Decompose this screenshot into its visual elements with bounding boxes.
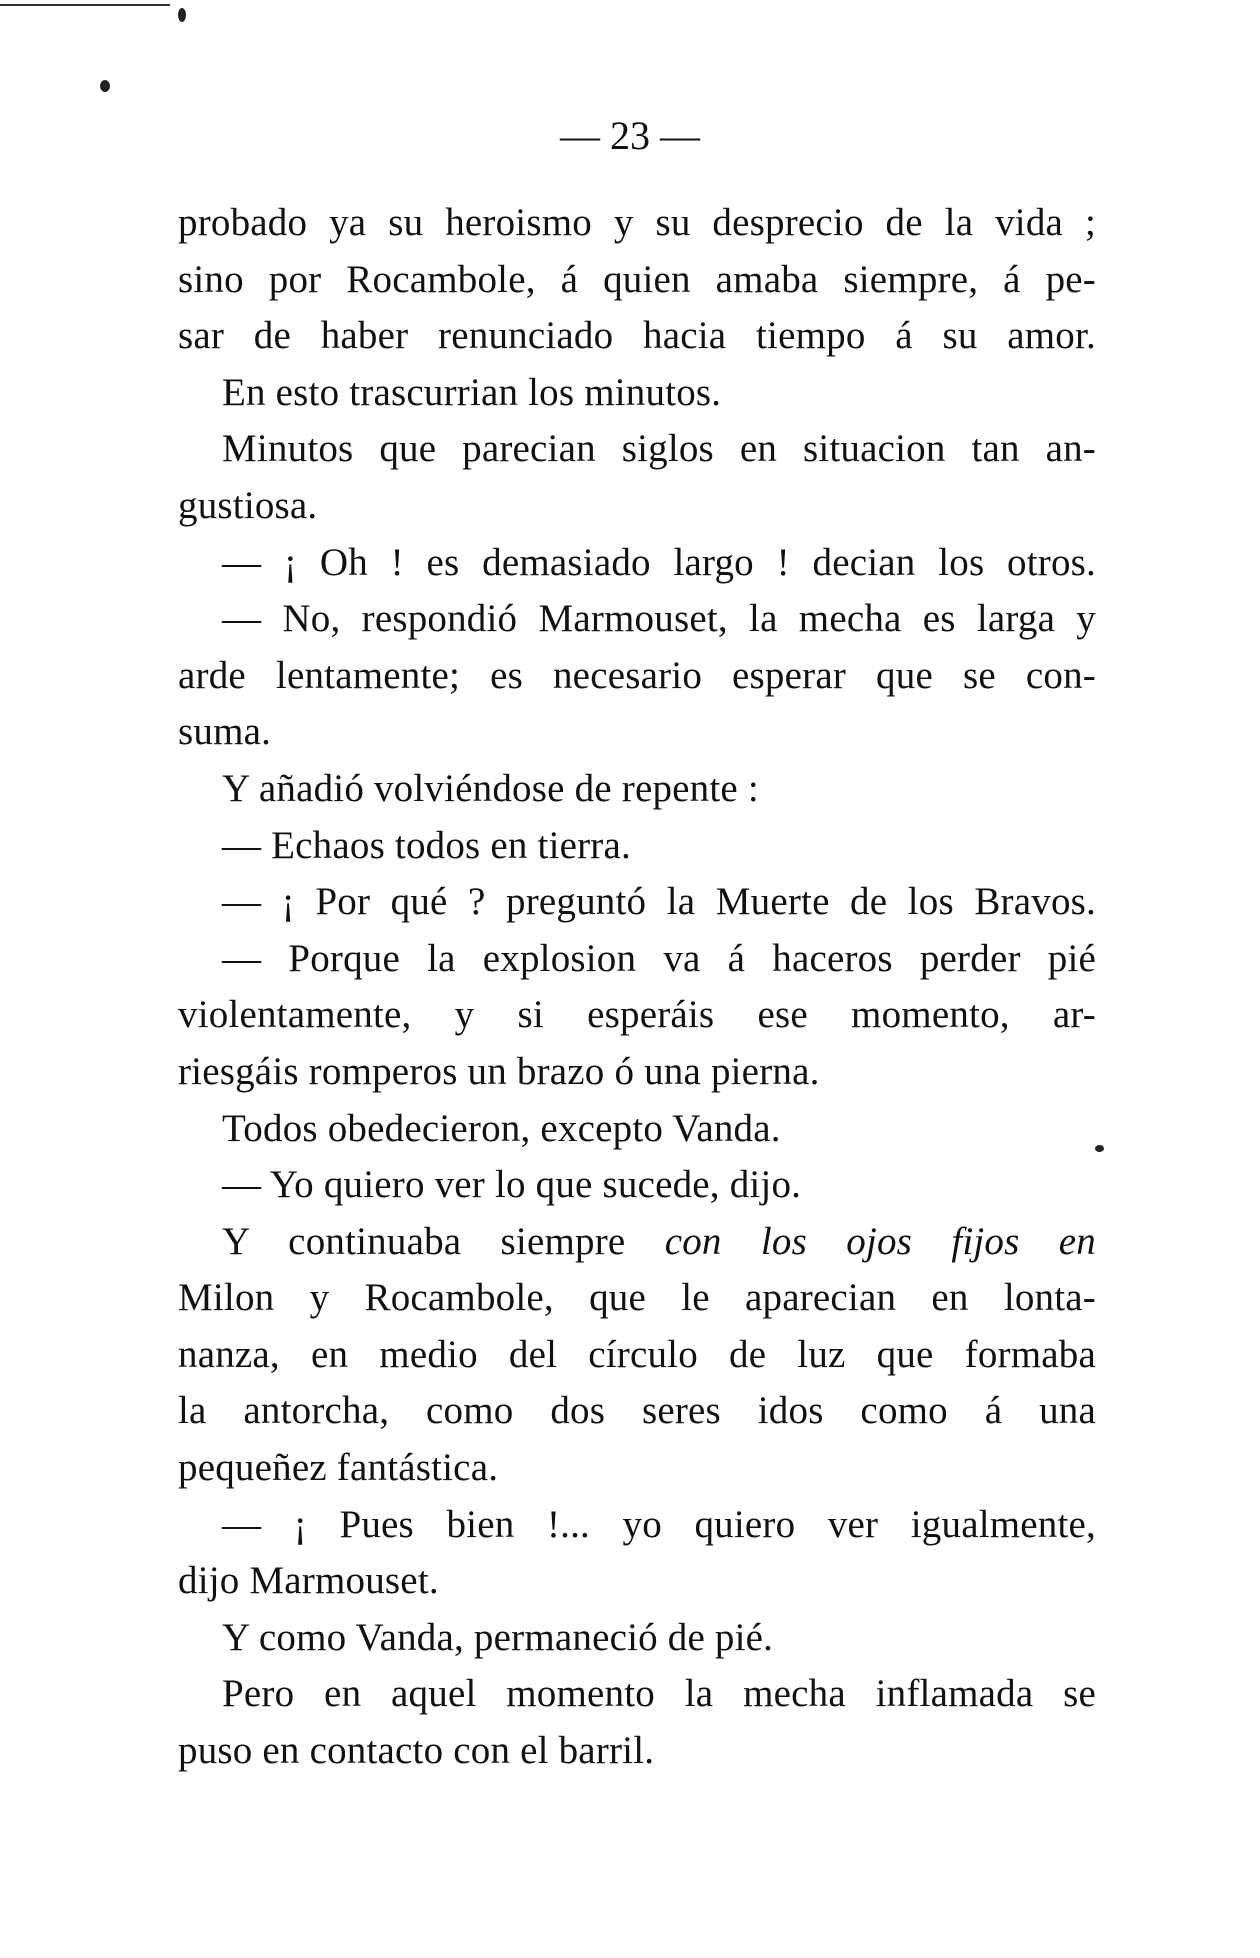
text-line: arde lentamente; es necesario esperar que se con- bbox=[178, 653, 1096, 697]
text-line: — ¡ Oh ! es demasiado largo ! decian los otros. bbox=[222, 540, 1096, 584]
text-line: Todos obedecieron, excepto Vanda. bbox=[222, 1106, 781, 1150]
text-line: Minutos que parecian siglos en situacion tan an- bbox=[222, 427, 1096, 471]
body-text bbox=[178, 195, 1096, 1780]
ink-speck bbox=[1095, 1145, 1104, 1152]
text-line: En esto trascurrian los minutos. bbox=[222, 370, 722, 414]
text-line: — Yo quiero ver lo que sucede, dijo. bbox=[222, 1163, 802, 1207]
ink-speck bbox=[178, 8, 186, 22]
text-line-italic: con los ojos fijos en bbox=[664, 1219, 1096, 1263]
text-line-roman: Y continuaba siempre bbox=[222, 1219, 665, 1263]
text-line: dijo Marmouset. bbox=[178, 1559, 439, 1603]
scan-edge-rule bbox=[0, 4, 170, 6]
text-line: sino por Rocambole, á quien amaba siempre, á pe- bbox=[178, 257, 1096, 301]
text-line: — Porque la explosion va á haceros perder pié bbox=[222, 936, 1096, 980]
text-line: nanza, en medio del círculo de luz que formaba bbox=[178, 1332, 1096, 1376]
text-line: gustiosa. bbox=[178, 483, 318, 527]
text-line: pequeñez fantástica. bbox=[178, 1446, 499, 1490]
text-line: riesgáis romperos un brazo ó una pierna. bbox=[178, 1049, 820, 1093]
ink-speck bbox=[100, 80, 110, 92]
text-line: puso en contacto con el barril. bbox=[178, 1729, 655, 1773]
text-line bbox=[178, 1214, 1096, 1271]
text-line: Y añadió volviéndose de repente : bbox=[222, 766, 759, 810]
text-line: violentamente, y si esperáis ese momento, ar- bbox=[178, 993, 1096, 1037]
text-line: Milon y Rocambole, que le aparecian en lonta- bbox=[178, 1276, 1096, 1320]
text-line: — ¡ Pues bien !... yo quiero ver igualmente, bbox=[222, 1502, 1096, 1546]
page-number: — 23 — bbox=[560, 113, 700, 158]
text-line: Pero en aquel momento la mecha inflamada se bbox=[222, 1672, 1096, 1716]
text-line: la antorcha, como dos seres idos como á una bbox=[178, 1389, 1096, 1433]
text-line: — ¡ Por qué ? preguntó la Muerte de los Bravos. bbox=[222, 880, 1096, 924]
text-line: — Echaos todos en tierra. bbox=[222, 823, 631, 867]
text-line: sar de haber renunciado hacia tiempo á su amor. bbox=[178, 314, 1096, 358]
text-line: probado ya su heroismo y su desprecio de la vida ; bbox=[178, 201, 1096, 244]
text-line: — No, respondió Marmouset, la mecha es larga y bbox=[222, 597, 1096, 641]
text-line: Y como Vanda, permaneció de pié. bbox=[222, 1615, 774, 1659]
text-line: suma. bbox=[178, 710, 272, 754]
